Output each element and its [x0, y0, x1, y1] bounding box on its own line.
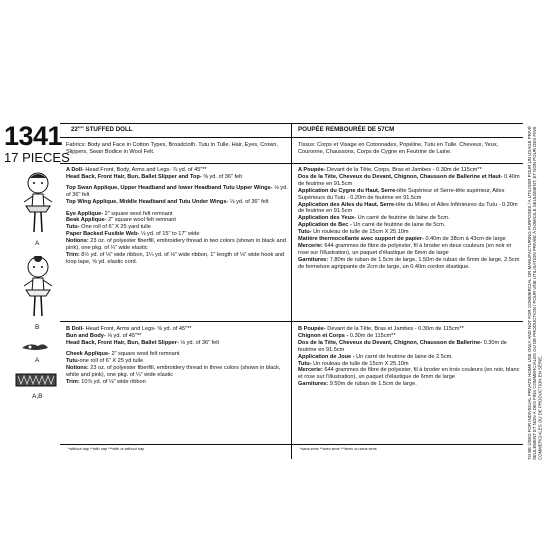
view-a-line: Dos de la Tête, Cheveux du Devant, Chignon, Chausson de Ballerine et Haut- 0.40m de feutrine en 91.5cm [298, 173, 520, 187]
view-a-line: Matière thermocollante avec support de papier- 0.40m de 38cm à 43cm de large [298, 236, 506, 243]
pieces-count: 17 PIECES [4, 150, 70, 165]
swan-applique-illustration [20, 340, 50, 352]
french-view-a [298, 167, 520, 271]
view-a-line: Top Swan Applique, Upper Headband and lower Headband Tutu Upper Wings- ⅛ yd. of 36" felt [66, 185, 288, 199]
view-b-line: B Poupée- Devant de la Tête, Bras et Jambes - 0.30m de 115cm** [298, 326, 464, 332]
view-b-line: Head Back, Front Hair, Bun, Ballet Slipper- ⅛ yd. of 36" felt [66, 339, 220, 346]
french-footnote: *sans sens **avec sens ***avec ou sans sens [300, 447, 377, 451]
figure-label-b: B [35, 324, 40, 331]
view-a-line: A Doll- Head Front, Body, Arms and Legs- ⅞ yd. of 45"** [66, 167, 207, 173]
view-a-line: Beak Applique- 2" square wool felt remnant [66, 217, 176, 224]
view-a-line: Mercerie: 644 grammes de fibre de polyester, fil à broder en deux couleurs (en noir et rose sur l'illustration), un paquet d'élastique de 6mm de large [298, 242, 511, 256]
view-a-line: Notions: 23 oz. of polyester fiberfill, embroidery thread in two colors (shown in black and pink), one pkg. of ¼" wide elastic [66, 238, 286, 252]
view-a-line: Top Wing Applique, Middle Headband and Tutu Under Wings- ⅛ yd. of 36" felt [66, 199, 269, 206]
view-b-line: Tutu- Un rouleau de tulle de 15cm X 25.10m [298, 360, 409, 367]
french-title: POUPÉE REMBOURÉE DE 57CM [298, 126, 395, 133]
english-title: 22"" STUFFED DOLL [71, 126, 133, 133]
column-divider [291, 123, 292, 459]
view-b-line: Dos de la Tête, Cheveux du Devant, Chignon, Chausson de Ballerine- 0.30m de feutrine en 91.5cm [298, 339, 507, 353]
view-b-line: Garnitures: 9.50m de ruban de 1.5cm de large. [298, 381, 417, 388]
english-fabrics: Fabrics: Body and Face in Cotton Types, Broadcloth. Tutu in Tulle. Hair, Eyes, Crown, Slippers, Swan Bodice in Wool Felt. [66, 142, 278, 155]
english-view-b [66, 326, 288, 386]
view-b-line: B Doll- Head Front, Arms and Legs- ⅜ yd. of 45"** [66, 326, 192, 332]
french-fabrics: Tissus: Corps et Visage en Cotonnades, Popeline, Tutu en Tulle. Cheveux, Yeux, Couronne, Chaussons, Corps de Cygne en Feutrine de Laine. [298, 142, 499, 155]
view-a-line: Trim: 8½ yd. of ⅛" wide ribbon, 1¼ yd. of ⅛" wide ribbon, 1" length of ⅛" wide hook and loop tape, ⅝ yd. elastic cord. [66, 251, 285, 265]
pattern-number: 1341 [4, 121, 63, 151]
english-view-a [66, 167, 288, 266]
view-a-line: Tutu- One roll of 6" X 25 yard tulle [66, 224, 151, 231]
view-a-line: Head Back, Front Hair, Bun, Ballet Slipper and Top- ⅝ yd. of 36" felt [66, 173, 242, 180]
doll-a-illustration [22, 172, 54, 236]
english-footnote: *without nap **with nap ***with or without nap [68, 447, 145, 451]
french-view-b [298, 326, 520, 388]
view-a-line: Garnitures: 7.80m de ruban de 1.5cm de large, 1.50m de ruban de 6mm de large, 2.5cm de fermeture agrippante de 2cm de large, un 0.40m cordon élastique. [298, 256, 520, 270]
view-a-line: Application de Bec - Un carré de feutrine de laine de 5cm. [298, 222, 446, 229]
figure-label-a-applique: A [35, 357, 40, 364]
tutu-illustration [15, 372, 57, 388]
usage-disclaimer: TO BE USED FOR INDIVIDUAL PRIVATE HOME USE ONLY AND NOT FOR COMMERCIAL OR MANUFACTURING PURPOSES / A UTILISER POUR UN USAGE PRIVÉ SEULEMENT ET NON À DES FINS COMMERCIALES OU DE PRODUCTION / POUR UNE UTILISATION PRIVÉE À DOMICILE SEULEMENT, ET NON POUR DES FINS COMMERCIALES OU DE PRODUCTION EN SÉRIE. [527, 126, 543, 460]
view-b-line: Notions: 23 oz. of polyester fiberfill, embroidery thread in three colors (shown in black, white and pink), one pkg. of ¼" wide elastic [66, 365, 281, 378]
doll-b-illustration [22, 256, 54, 320]
figure-label-ab: A,B [32, 393, 43, 400]
view-b-line: Application de Joue - Un carré de feutrine de laine de 2.5cm. [298, 353, 453, 360]
view-b-line: Chignon et Corps - 0.30m de 115cm** [298, 332, 396, 339]
view-b-line: Mercerie: 644 grammes de fibre de polyester, fil à broder en trois couleurs (en noir, blanc et rose sur l'illustration), un paquet d'élastique de 6mm de large [298, 367, 520, 381]
view-a-line: Application des Ailes du Haut, Serre-tête du Milieu et Ailes Inférieures du Tutu - 0.20m de feutrine en 91.5cm [298, 201, 518, 215]
view-b-line: Bun and Body- ⅛ yd. of 45"** [66, 332, 142, 339]
view-a-line: Application du Cygne du Haut, Serre-tête Supérieur et Serre-tête supérieur, Ailes Supérieurs du Tutu - 0.20m de feutrine en 91.5cm [298, 187, 505, 201]
view-a-line: Eye Applique- 2" square wool felt remnant [66, 210, 173, 217]
view-b-line: Tutu-one roll of 6" X 25 yd tulle [66, 358, 144, 365]
view-a-line: Paper Backed Fusible Web- ⅛ yd. of 15" to 17" wide [66, 231, 200, 238]
view-b-line: Trim: 10⅞ yd. of ⅛" wide ribbon [66, 378, 146, 385]
view-a-line: Application des Yeux- Un carré de feutrine de laine de 5cm. [298, 215, 450, 222]
view-b-line: Cheek Applique- 2" square wool felt remnant [66, 351, 180, 358]
figure-label-a: A [35, 240, 40, 247]
view-a-line: A Poupée- Devant de la Tête, Corps, Bras et Jambes - 0.30m de 115cm** [298, 167, 482, 173]
view-a-line: Tutu- Un rouleau de tulle de 15cm X 25.10m [298, 229, 409, 236]
